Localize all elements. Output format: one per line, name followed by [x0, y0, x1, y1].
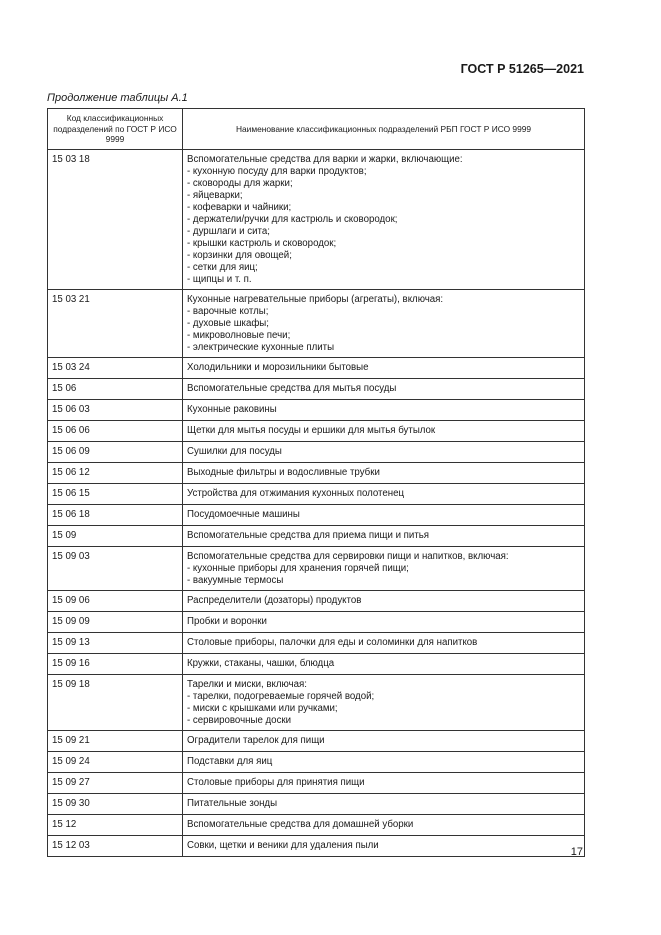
- table-row: [48, 150, 585, 290]
- table-row: [48, 358, 585, 379]
- row-code: 15 09 21: [48, 731, 183, 752]
- row-list-item: - сковороды для жарки;: [187, 178, 580, 190]
- classification-table: [47, 108, 585, 857]
- row-name-cell: [183, 633, 585, 654]
- row-code: 15 09: [48, 526, 183, 547]
- row-name: Кухонные раковины: [187, 404, 277, 415]
- row-code: 15 06 03: [48, 400, 183, 421]
- row-name: Сушилки для посуды: [187, 446, 282, 457]
- row-code: 15 09 06: [48, 591, 183, 612]
- table-row: [48, 463, 585, 484]
- table-row: [48, 773, 585, 794]
- row-name-cell: [183, 752, 585, 773]
- row-code: 15 09 24: [48, 752, 183, 773]
- table-row: [48, 442, 585, 463]
- row-name-cell: [183, 591, 585, 612]
- row-list-item: - кухонную посуду для варки продуктов;: [187, 166, 580, 178]
- table-row: [48, 505, 585, 526]
- row-name: Вспомогательные средства для сервировки пищи и напитков, включая:: [187, 551, 509, 562]
- row-code: 15 09 30: [48, 794, 183, 815]
- table-row: [48, 591, 585, 612]
- row-list-item: - тарелки, подогреваемые горячей водой;: [187, 691, 580, 703]
- row-code: 15 09 13: [48, 633, 183, 654]
- table-row: [48, 815, 585, 836]
- row-list-item: - держатели/ручки для кастрюль и сковородок;: [187, 214, 580, 226]
- row-name: Щетки для мытья посуды и ершики для мытья бутылок: [187, 425, 436, 436]
- row-code: 15 06 15: [48, 484, 183, 505]
- row-code: 15 06: [48, 379, 183, 400]
- row-name: Вспомогательные средства для домашней уборки: [187, 819, 414, 830]
- standard-number: ГОСТ Р 51265—2021: [460, 62, 584, 76]
- table-row: [48, 731, 585, 752]
- row-name-cell: [183, 654, 585, 675]
- row-code: 15 09 09: [48, 612, 183, 633]
- row-name: Вспомогательные средства для мытья посуды: [187, 383, 397, 394]
- row-code: 15 12 03: [48, 836, 183, 857]
- row-name: Кухонные нагревательные приборы (агрегаты), включая:: [187, 294, 444, 305]
- row-name-cell: [183, 836, 585, 857]
- row-name: Холодильники и морозильники бытовые: [187, 362, 369, 373]
- row-list-item: - микроволновые печи;: [187, 330, 580, 342]
- row-name: Вспомогательные средства для варки и жарки, включающие:: [187, 154, 463, 165]
- row-code: 15 06 09: [48, 442, 183, 463]
- table-row: [48, 526, 585, 547]
- row-name-cell: [183, 150, 585, 290]
- row-name-cell: [183, 290, 585, 358]
- table-row: [48, 794, 585, 815]
- row-list-item: - сетки для яиц;: [187, 262, 580, 274]
- table-caption: Продолжение таблицы А.1: [47, 92, 188, 104]
- column-header-name: Наименование классификационных подразделений РБП ГОСТ Р ИСО 9999: [183, 109, 585, 150]
- table-row: [48, 379, 585, 400]
- row-name-cell: [183, 505, 585, 526]
- row-name: Устройства для отжимания кухонных полотенец: [187, 488, 405, 499]
- row-name: Распределители (дозаторы) продуктов: [187, 595, 362, 606]
- row-name: Оградители тарелок для пищи: [187, 735, 325, 746]
- table-row: [48, 290, 585, 358]
- table-row: [48, 400, 585, 421]
- row-code: 15 06 18: [48, 505, 183, 526]
- row-code: 15 09 27: [48, 773, 183, 794]
- row-code: 15 03 18: [48, 150, 183, 290]
- table-row: [48, 547, 585, 591]
- table-row: [48, 421, 585, 442]
- row-name-cell: [183, 731, 585, 752]
- row-name-cell: [183, 794, 585, 815]
- table-row: [48, 633, 585, 654]
- row-list-item: - электрические кухонные плиты: [187, 342, 580, 354]
- row-list-item: - кофеварки и чайники;: [187, 202, 580, 214]
- row-code: 15 06 12: [48, 463, 183, 484]
- row-list-item: - яйцеварки;: [187, 190, 580, 202]
- table-row: [48, 654, 585, 675]
- row-name: Питательные зонды: [187, 798, 278, 809]
- table-row: [48, 752, 585, 773]
- row-list-item: - духовые шкафы;: [187, 318, 580, 330]
- row-name-cell: [183, 815, 585, 836]
- row-code: 15 03 24: [48, 358, 183, 379]
- row-name: Столовые приборы для принятия пищи: [187, 777, 365, 788]
- table-row: [48, 484, 585, 505]
- row-name: Вспомогательные средства для приема пищи и питья: [187, 530, 430, 541]
- row-name: Тарелки и миски, включая:: [187, 679, 307, 690]
- row-name: Столовые приборы, палочки для еды и соломинки для напитков: [187, 637, 478, 648]
- row-name-cell: [183, 484, 585, 505]
- row-list-item: - вакуумные термосы: [187, 575, 580, 587]
- row-list-item: - крышки кастрюль и сковородок;: [187, 238, 580, 250]
- row-list-item: - варочные котлы;: [187, 306, 580, 318]
- row-name-cell: [183, 526, 585, 547]
- row-name-cell: [183, 612, 585, 633]
- row-name-cell: [183, 547, 585, 591]
- row-name-cell: [183, 442, 585, 463]
- row-name-cell: [183, 379, 585, 400]
- row-code: 15 03 21: [48, 290, 183, 358]
- row-name: Совки, щетки и веники для удаления пыли: [187, 840, 379, 851]
- row-name: Посудомоечные машины: [187, 509, 300, 520]
- row-name-cell: [183, 463, 585, 484]
- row-name: Выходные фильтры и водосливные трубки: [187, 467, 380, 478]
- row-name-cell: [183, 358, 585, 379]
- table-row: [48, 612, 585, 633]
- row-name: Пробки и воронки: [187, 616, 267, 627]
- table-row: [48, 836, 585, 857]
- row-list-item: - корзинки для овощей;: [187, 250, 580, 262]
- row-code: 15 09 16: [48, 654, 183, 675]
- row-name: Кружки, стаканы, чашки, блюдца: [187, 658, 335, 669]
- row-list-item: - сервировочные доски: [187, 715, 580, 727]
- page-number: 17: [570, 846, 583, 858]
- row-list-item: - кухонные приборы для хранения горячей пищи;: [187, 563, 580, 575]
- row-list-item: - миски с крышками или ручками;: [187, 703, 580, 715]
- row-list-item: - щипцы и т. п.: [187, 274, 580, 286]
- table-row: [48, 675, 585, 731]
- row-name-cell: [183, 773, 585, 794]
- table-header-row: [48, 109, 585, 150]
- row-code: 15 09 18: [48, 675, 183, 731]
- row-code: 15 06 06: [48, 421, 183, 442]
- row-name-cell: [183, 421, 585, 442]
- row-list-item: - дуршлаги и сита;: [187, 226, 580, 238]
- row-name-cell: [183, 400, 585, 421]
- column-header-code: Код классификационных подразделений по ГОСТ Р ИСО 9999: [48, 109, 183, 150]
- row-code: 15 09 03: [48, 547, 183, 591]
- table-body: [48, 150, 585, 857]
- row-name-cell: [183, 675, 585, 731]
- row-name: Подставки для яиц: [187, 756, 273, 767]
- row-code: 15 12: [48, 815, 183, 836]
